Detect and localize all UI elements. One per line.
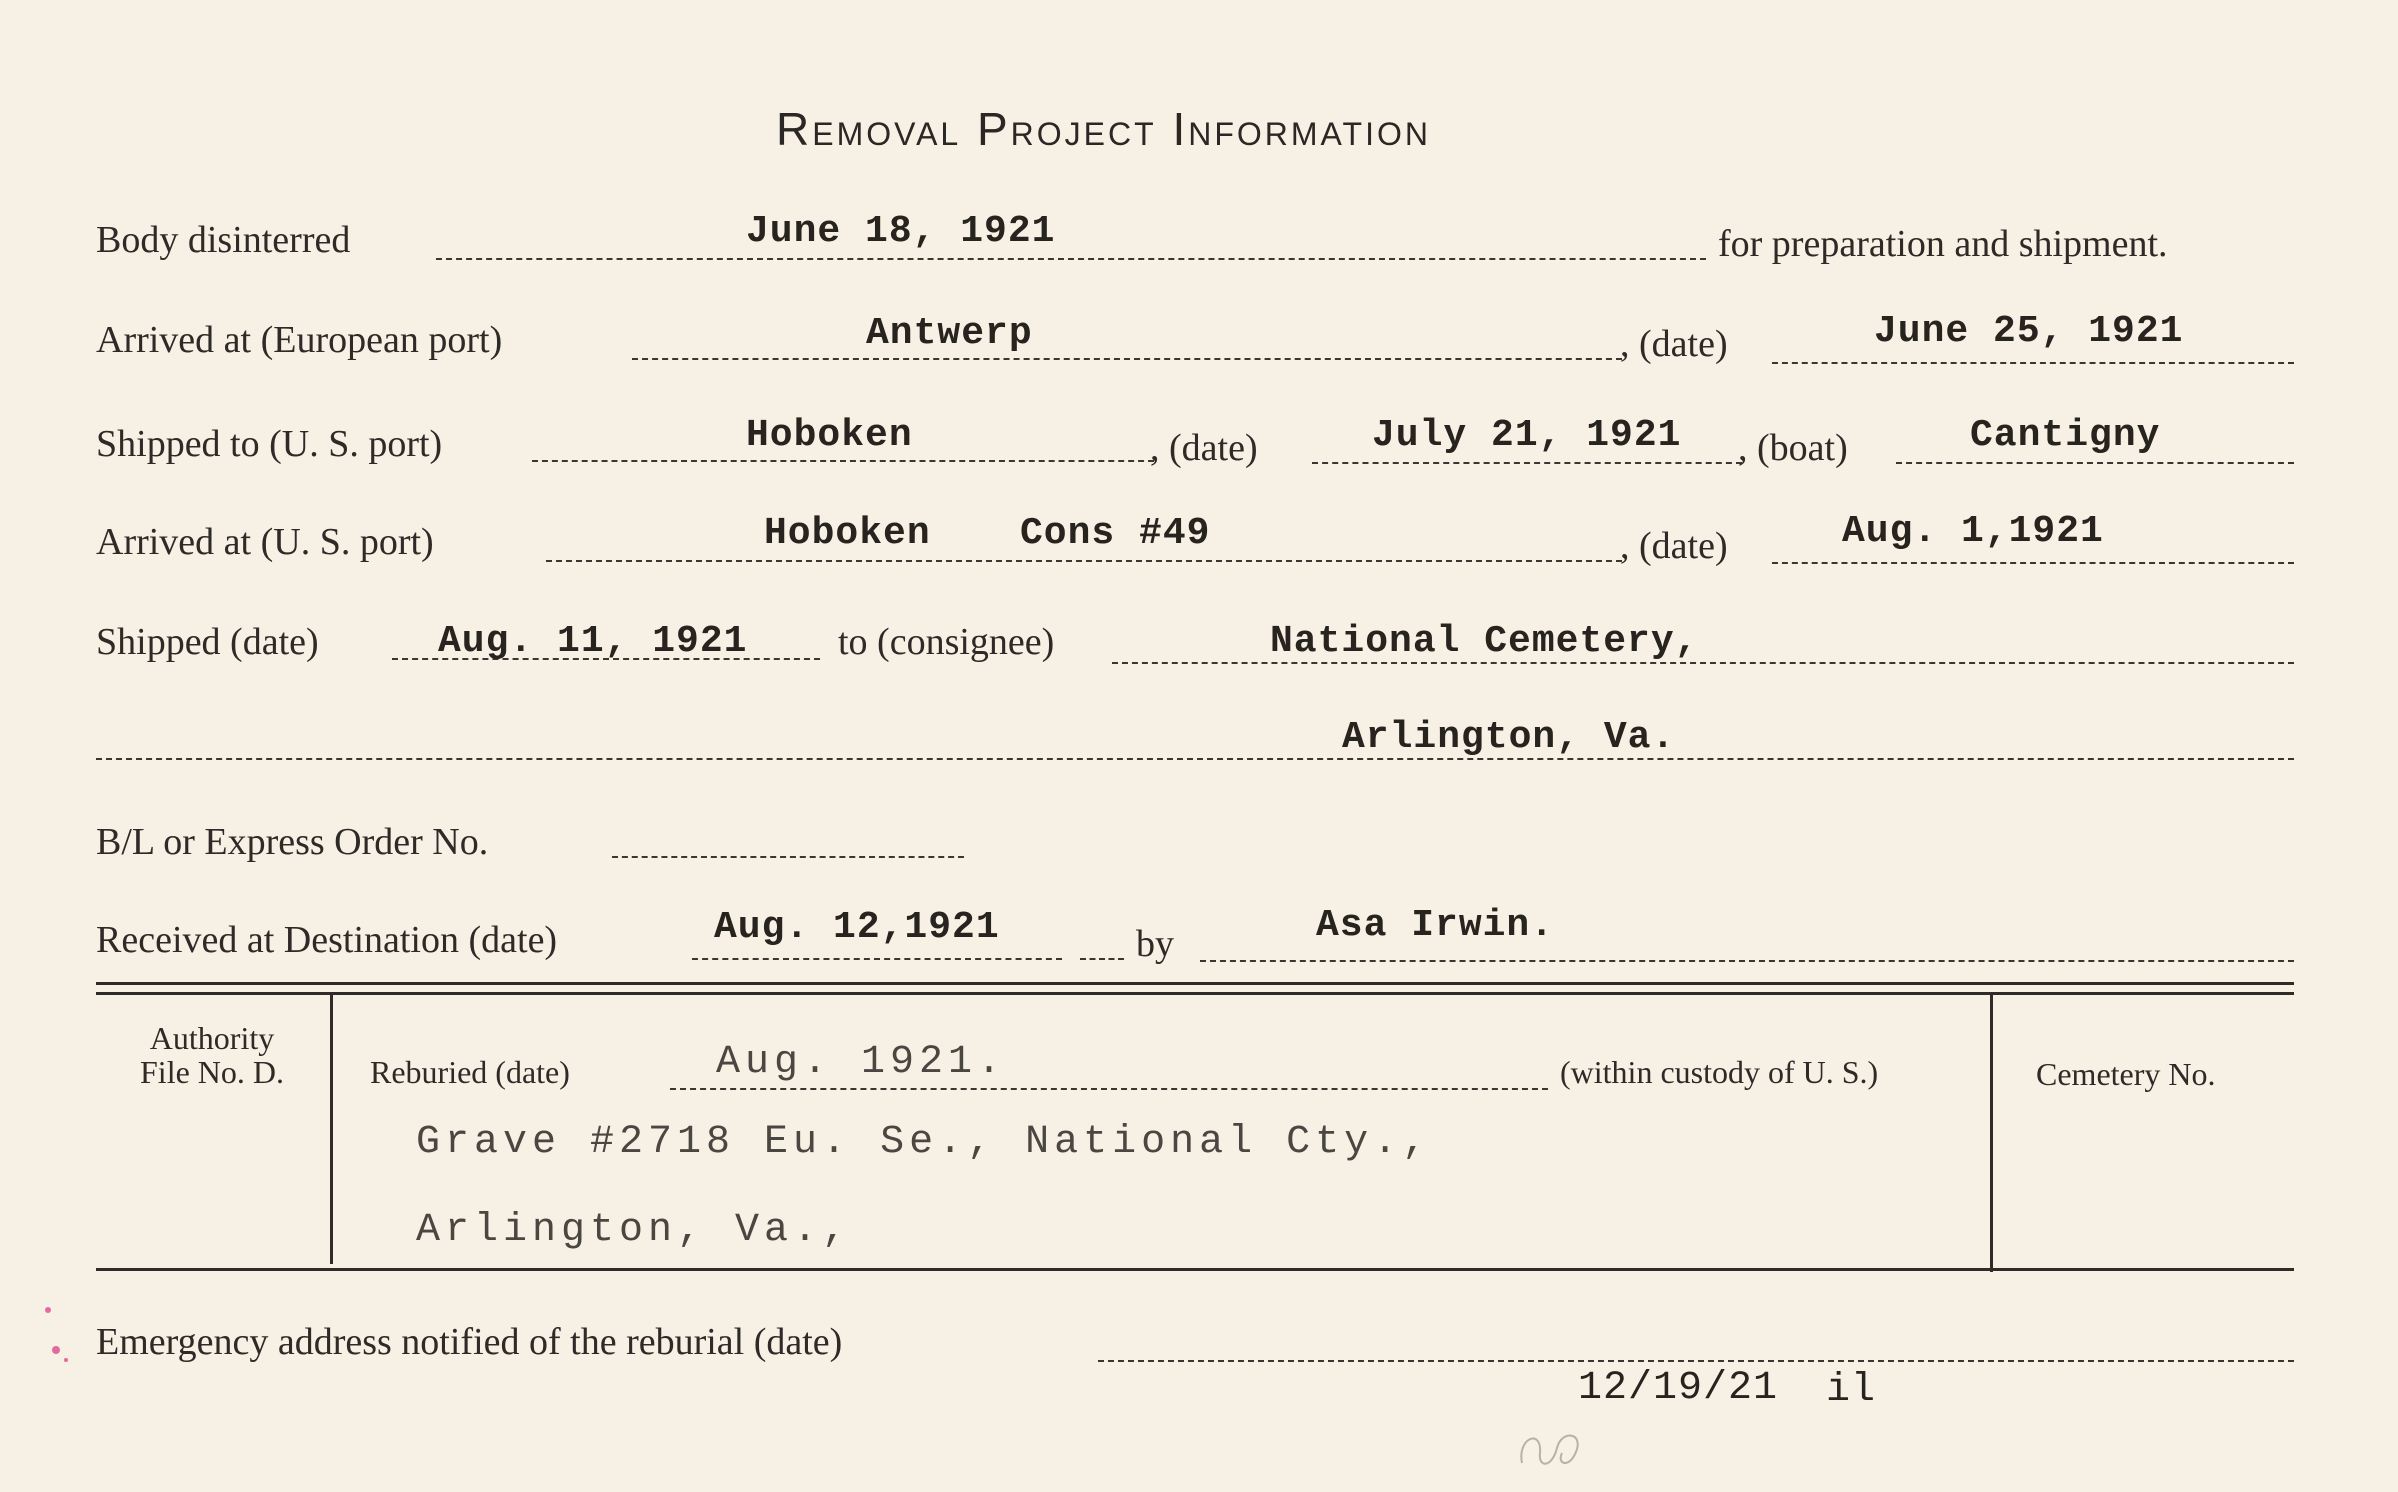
label-by: by: [1136, 923, 1174, 965]
label-date: , (date): [1150, 427, 1258, 469]
label-date: , (date): [1620, 323, 1728, 365]
fill-line: [1098, 1360, 2294, 1362]
value-consignee: National Cemetery,: [1270, 620, 1699, 663]
fill-line: [546, 560, 1622, 562]
value-initials: il: [1826, 1368, 1877, 1413]
value-emergency-date: 12/19/21: [1578, 1366, 1779, 1411]
label-body-disinterred: Body disinterred: [96, 219, 351, 261]
value-shipped-date-2: Aug. 11, 1921: [438, 620, 748, 663]
fill-line: [1772, 562, 2294, 564]
fill-line: [532, 460, 1154, 462]
value-consignment: Cons #49: [1020, 512, 1211, 555]
label-emergency: Emergency address notified of the reburial (date): [96, 1321, 843, 1363]
fill-line: [632, 358, 1622, 360]
label-reburied: Reburied (date): [370, 1054, 570, 1090]
value-arrived-us-date: Aug. 1,1921: [1842, 510, 2104, 553]
value-european-port: Antwerp: [866, 312, 1033, 355]
fill-line: [670, 1088, 1548, 1090]
label-bl-order: B/L or Express Order No.: [96, 821, 489, 863]
fill-line: [1896, 462, 2294, 464]
label-preparation: for preparation and shipment.: [1718, 223, 2168, 265]
value-reburied-date: Aug. 1921.: [716, 1040, 1007, 1085]
label-consignee: to (consignee): [838, 621, 1055, 663]
label-boat: , (boat): [1738, 427, 1848, 469]
label-date: , (date): [1620, 525, 1728, 567]
fill-line: [1200, 960, 2294, 962]
fill-line: [612, 856, 964, 858]
value-received-date: Aug. 12,1921: [714, 906, 1000, 949]
fill-line: [1080, 958, 1124, 960]
value-european-date: June 25, 1921: [1874, 310, 2184, 353]
box-top-rule-inner: [96, 992, 2294, 995]
fill-line: [96, 758, 2294, 760]
value-shipped-date: July 21, 1921: [1372, 414, 1682, 457]
label-authority: Authority: [149, 1020, 275, 1056]
fill-line: [1312, 462, 1742, 464]
value-arrived-us-port: Hoboken: [764, 512, 931, 555]
label-cemetery-no: Cemetery No.: [2036, 1056, 2216, 1092]
value-us-port: Hoboken: [746, 414, 913, 457]
label-arrived-european: Arrived at (European port): [96, 319, 503, 361]
label-shipped-us: Shipped to (U. S. port): [96, 423, 443, 465]
label-file-no: File No. D.: [140, 1054, 284, 1090]
fill-line: [1772, 362, 2294, 364]
value-received-by: Asa Irwin.: [1316, 904, 1555, 947]
box-divider-left: [330, 992, 333, 1264]
box-bottom-rule: [96, 1268, 2294, 1271]
ink-smudge-icon: [28, 1290, 78, 1380]
box-divider-right: [1990, 992, 1993, 1272]
fill-line: [692, 958, 1062, 960]
value-body-disinterred: June 18, 1921: [746, 210, 1056, 253]
pencil-mark-icon: [1512, 1408, 1602, 1478]
value-grave-line2: Arlington, Va.,: [416, 1208, 852, 1253]
box-top-rule: [96, 982, 2294, 985]
value-consignee-city: Arlington, Va.: [1342, 716, 1676, 759]
value-grave-line1: Grave #2718 Eu. Se., National Cty.,: [416, 1120, 1432, 1165]
fill-line: [436, 258, 1706, 260]
value-boat: Cantigny: [1970, 414, 2161, 457]
label-received: Received at Destination (date): [96, 919, 558, 961]
label-custody: (within custody of U. S.): [1560, 1054, 1879, 1090]
label-shipped-date: Shipped (date): [96, 621, 319, 663]
label-arrived-us: Arrived at (U. S. port): [96, 521, 434, 563]
card-title: Removal Project Information: [776, 103, 1431, 155]
